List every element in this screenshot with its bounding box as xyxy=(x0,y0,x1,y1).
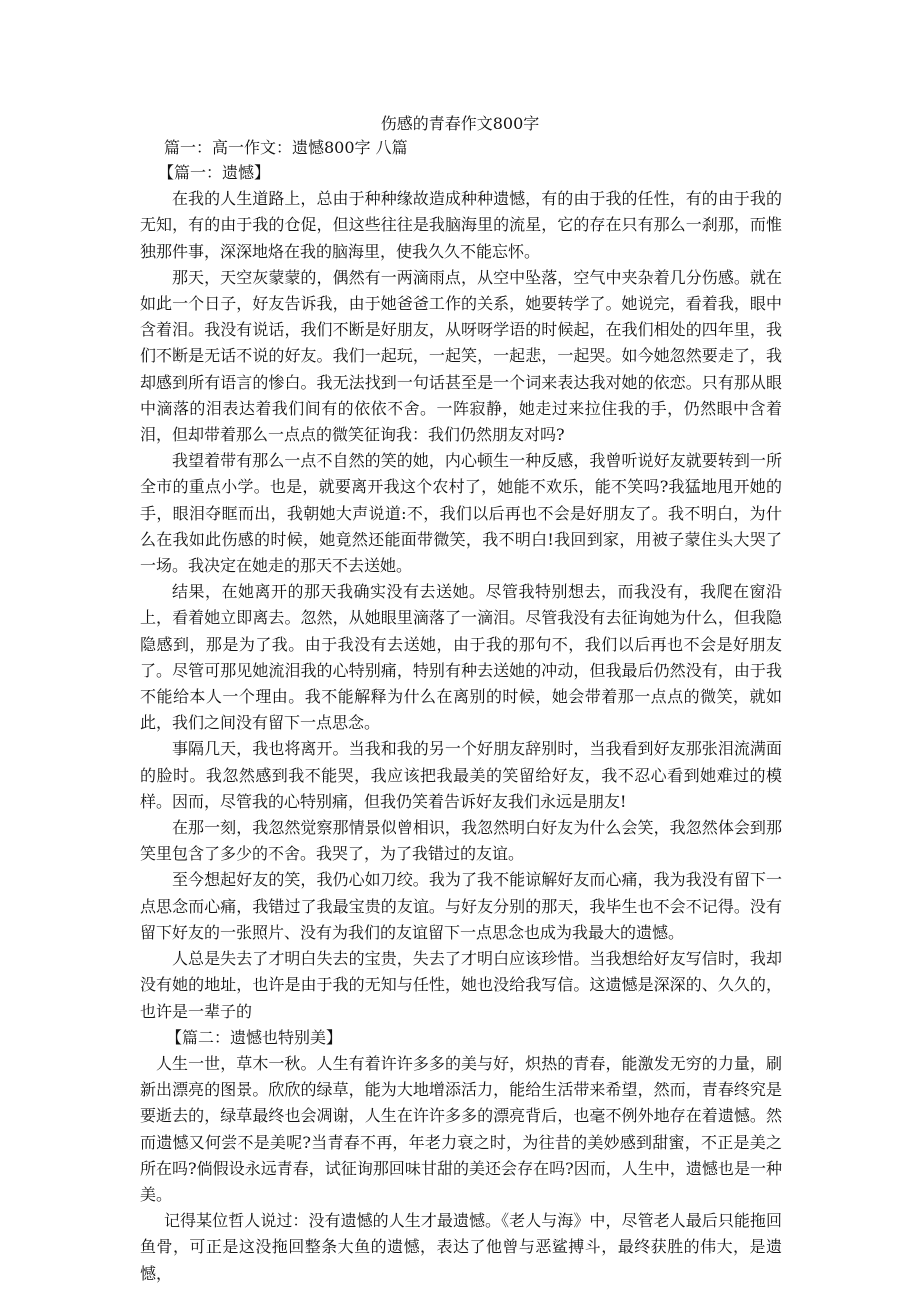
document-body xyxy=(140,160,782,1287)
paragraph: 记得某位哲人说过：没有遗憾的人生才最遗憾。《老人与海》中，尽管老人最后只能拖回鱼骨，可正是这没拖回整条大鱼的遗憾，表达了他曾与恶鲨搏斗，最终获胜的伟大，是遗憾， xyxy=(140,1211,782,1283)
paragraph: 在我的人生道路上，总由于种种缘故造成种种遗憾，有的由于我的任性，有的由于我的无知，有的由于我的仓促，但这些往往是我脑海里的流星，它的存在只有那么一刹那，而惟独那件事，深深地烙在我的脑海里，使我久久不能忘怀。 xyxy=(140,189,782,261)
paragraph: 那天，天空灰蒙蒙的，偶然有一两滴雨点，从空中坠落，空气中夹杂着几分伤感。就在如此一个日子，好友告诉我，由于她爸爸工作的关系，她要转学了。她说完，看着我，眼中含着泪。我没有说话，我们不断是好朋友，从呀呀学语的时候起，在我们相处的四年里，我们不断是无话不说的好友。我们一起玩，一起笑，一起悲，一起哭。如今她忽然要走了，我却感到所有语言的惨白。我无法找到一句话甚至是一个词来表达我对她的依恋。只有那从眼中滴落的泪表达着我们间有的依依不舍。一阵寂静，她走过来拉住我的手，仍然眼中含着泪，但却带着那么一点点的微笑征询我：我们仍然朋友对吗? xyxy=(140,267,782,445)
document-title: 伤感的青春作文800字 xyxy=(380,114,540,133)
paragraph: 结果，在她离开的那天我确实没有去送她。尽管我特别想去，而我没有，我爬在窗沿上，看着她立即离去。忽然，从她眼里滴落了一滴泪。尽管我没有去征询她为什么，但我隐隐感到，那是为了我。由于我没有去送她，由于我的那句不，我们以后再也不会是好朋友了。尽管可那见她流泪我的心特别痛，特别有种去送她的冲动，但我最后仍然没有，由于我不能给本人一个理由。我不能解释为什么在离别的时候，她会带着那一点点的微笑，就如此，我们之间没有留下一点思念。 xyxy=(140,582,782,733)
paragraph: 人生一世，草木一秋。人生有着许许多多的美与好，炽热的青春，能激发无穷的力量，刷新出漂亮的图景。欣欣的绿草，能为大地增添活力，能给生活带来希望，然而，青春终究是要逝去的，绿草最终也会凋谢，人生在许许多多的漂亮背后，也毫不例外地存在着遗憾。然而遗憾又何尝不是美呢?当青春不再，年老力衰之时，为往昔的美妙感到甜蜜，不正是美之所在吗?倘假设永远青春，试征询那回味甘甜的美还会存在吗?因而，人生中，遗憾也是一种美。 xyxy=(140,1053,782,1204)
paragraph: 在那一刻，我忽然觉察那情景似曾相识，我忽然明白好友为什么会笑，我忽然体会到那笑里包含了多少的不舍。我哭了，为了我错过的友谊。 xyxy=(140,818,782,864)
section-heading-1: 【篇一：遗憾】 xyxy=(158,163,271,182)
paragraph: 我望着带有那么一点不自然的笑的她，内心顿生一种反感，我曾听说好友就要转到一所全市的重点小学。也是，就要离开我这个农村了，她能不欢乐，能不笑吗?我猛地甩开她的手，眼泪夺眶而出，我朝她大声说道:不，我们以后再也不会是好朋友了。我不明白，为什么在我如此伤感的时候，她竟然还能面带微笑，我不明白!我回到家，用被子蒙住头大哭了一场。我决定在她走的那天不去送她。 xyxy=(140,451,782,576)
paragraph: 至今想起好友的笑，我仍心如刀绞。我为了我不能谅解好友而心痛，我为我没有留下一点思念而心痛，我错过了我最宝贵的友谊。与好友分别的那天，我毕生也不会不记得。没有留下好友的一张照片、没有为我们的友谊留下一点思念也成为我最大的遗憾。 xyxy=(140,870,782,942)
section-heading-2: 【篇二：遗憾也特别美】 xyxy=(166,1027,343,1047)
document-subtitle: 篇一：高一作文：遗憾800字 八篇 xyxy=(164,138,408,157)
paragraph: 事隔几天，我也将离开。当我和我的另一个好朋友辞别时，当我看到好友那张泪流满面的脸时。我忽然感到我不能哭，我应该把我最美的笑留给好友，我不忍心看到她难过的模样。因而，尽管我的心特别痛，但我仍笑着告诉好友我们永远是朋友! xyxy=(140,739,782,811)
paragraph: 人总是失去了才明白失去的宝贵，失去了才明白应该珍惜。当我想给好友写信时，我却没有她的地址，也许是由于我的无知与任性，她也没给我写信。这遗憾是深深的、久久的，也许是一辈子的 xyxy=(140,949,782,1021)
